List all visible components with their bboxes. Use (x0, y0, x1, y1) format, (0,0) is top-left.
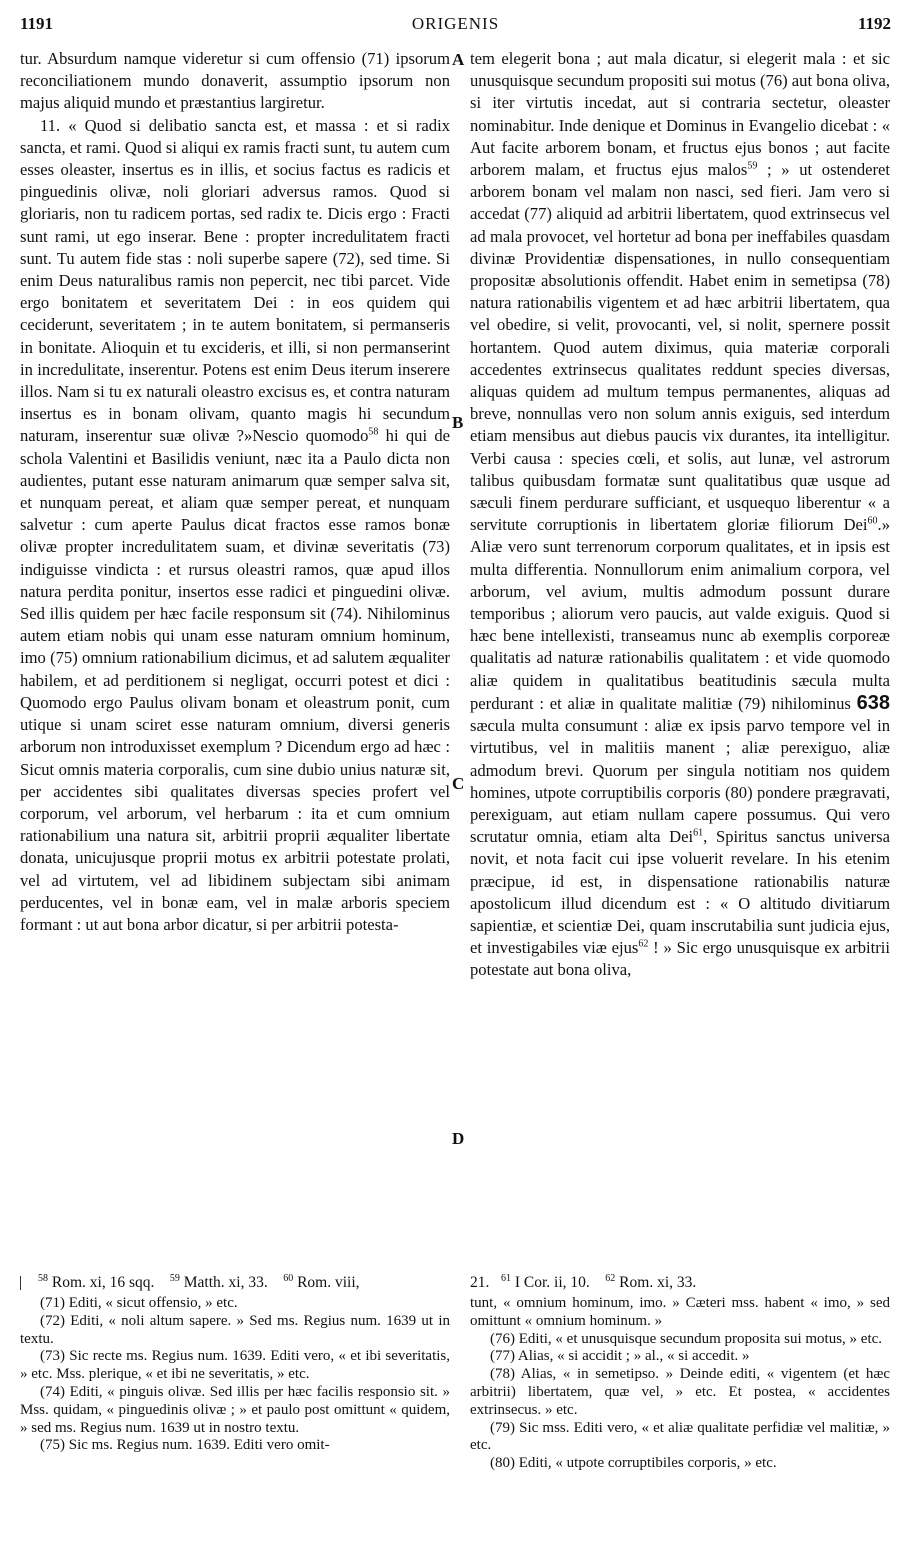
running-title: ORIGENIS (411, 14, 500, 33)
reference-text: Matth. xi, 33. (179, 1274, 268, 1291)
footnotes-left (20, 1295, 450, 1455)
footnote-ref: 62 (638, 938, 649, 950)
column-number: 638 (856, 691, 891, 714)
footnote: (77) Alias, « si accidit ; » al., « si accedit. » (490, 1348, 750, 1365)
margin-marker-d: D (452, 1129, 465, 1148)
paragraph: tur. Absurdum namque videretur si cum offensio (71) ipsorum reconciliationem mundo donaverit, assumptio ipsorum non majus aliquid mundo et præstantius largiretur. (20, 49, 450, 113)
footnote-ref: 60 (867, 515, 878, 527)
text-run: 11. « Quod si delibatio sancta est, et massa : et si radix sancta, et rami. Quod si aliqui ex ramis fracti sunt, tu autem cum esses oleaster, insertus es in illis, et socius factus es radicis et pinguedinis olivæ, noli gloriari adversus ramos. Quod si gloriaris, non tu radicem portas, sed radix te. Dicis ergo : Fracti sunt rami, ut ego inserar. Bene : propter incredulitatem fracti sunt. Tu autem fide stas : noli superbe sapere (72), sed time. Si enim Deus naturalibus ramis non pepercit, nec tibi parcet. Vide ergo bonitatem et severitatem Dei : in eos quidem qui ceciderunt, severitatem ; in te autem bonitatem, si permanseris in bonitate. Alioquin et tu excideris, et illi, si non permanserint in incredulitate, inserentur. Potens est enim Deus iterum inserere illos. Nam si tu ex naturali oleastro excisus es, et contra naturam insertus es in bonam olivam, quanto magis hi secundum naturam, inserentur suæ olivæ ?» (20, 115, 450, 446)
paragraph (470, 48, 890, 982)
footnote: (74) Editi, « pinguis olivæ. Sed illis per hæc facilis responsio sit. » Mss. quidam, « pinguedinis olivæ ; » et paulo post omittunt « quidem, » sed ms. Regius num. 1639 ut in nostro textu. (20, 1383, 450, 1436)
margin-rule (20, 1276, 21, 1290)
margin-marker-c: C (452, 774, 465, 793)
footnote: (78) Alias, « in semetipso. » Deinde editi, « vigentem (et hæc arbitrii) libertatem, quæ vel, » etc. Et postea, « accidentes extrinsecus. » etc. (470, 1366, 890, 1418)
text-run: tem elegerit bona ; aut mala dicatur, si elegerit mala : et sic unusquisque secundum propositi sui motus (76) aut bona oliva, si iter virtutis incedat, aut si contraria sectetur, oleaster nominabitur. Inde denique et Dominus in Evangelio dicebat : « Aut facite arborem bonam, et fructus ejus bonos ; aut facite arborem malam, et fructus ejus malos (470, 49, 890, 180)
reference-text: 21. (470, 1274, 490, 1291)
reference-text: I Cor. ii, 10. (511, 1274, 590, 1291)
footnote: tunt, « omnium hominum, imo. » Cæteri mss. habent « imo, » sed omittunt « omnium hominum. » (470, 1295, 890, 1329)
margin-marker-a: A (452, 50, 465, 69)
footnote: (75) Sic ms. Regius num. 1639. Editi vero omit- (40, 1437, 330, 1454)
page-number-right: 1192 (857, 14, 891, 33)
text-run: .» Aliæ vero sunt terrenorum corporum qualitates, et in ipsis est multa differentia. Nonnullorum enim animalium corpora, vel arborum, vel avium, multis admodum possunt durare temporibus ; aliorum vero paucis, aut valde exiguis. Quod si hæc bene intellexisti, transeamus nunc ab exemplis corporeæ qualitatis ad naturæ rationabilis qualitatem : et vide quomodo aliæ quidem in qualitatibus beatitudinis sæcula multa perdurant : et aliæ in qualitate malitiæ (79) nihilominus (470, 515, 890, 713)
text-run: ! » Sic ergo unusquisque ex arbitrii potestate aut bona oliva, (470, 938, 890, 980)
footnote: (79) Sic mss. Editi vero, « et aliæ qualitate perfidiæ vel malitiæ, » etc. (470, 1419, 890, 1454)
text-run: ; » ut ostenderet arborem bonam vel malam non nasci, sed fieri. Jam vero si accedat (77) aliquid ad arbitrii libertatem, quod extrinsecus vel ad mala provocet, vel hortetur ad bona per ineffabiles quasdam divinæ Providentiæ dispensationes, in nullo consequentiam propositæ absolutionis offendit. Habet enim in semetipsa (78) natura rationabilis vigentem et ad hæc arbitrii libertatem, qua vel obedire, si velit, provocanti, vel, si nolit, spernere possit hortantem. Quod autem diximus, quia materiæ corporali accedentes extrinsecus qualitates reddunt species diversas, aliquas quidem ad multum tempus permanentes, aliquas ad breve, nonnullas vero non solum annis exiguis, sed interdum etiam mensibus aut diebus paucis vix durantes, ita intelligitur. Verbi causa : species cœli, et solis, aut lunæ, vel astrorum talibus quibusdam formatæ sunt qualitatibus quæ usque ad sæculi finem perdurare sufficiant, et usquequo liberentur « a servitute corruptionis in libertatem gloriæ filiorum Dei (470, 160, 890, 535)
right-column (470, 48, 890, 982)
reference-text: Rom. xi, 33. (615, 1274, 697, 1291)
footnotes-right (470, 1295, 890, 1473)
reference-text: Rom. viii, (293, 1274, 360, 1291)
footnote-ref: 59 (747, 160, 758, 172)
text-run: , Spiritus sanctus universa novit, et nota facit cui ipse voluerit revelare. In his etenim præcipue, id est, in dispensatione rationabilis naturæ apostolicum illud dicendum est : « O altitudo divitiarum sapientiæ, et scientiæ Dei, quam inscrutabilia sunt judicia ejus, et investigabiles viæ ejus (470, 827, 891, 958)
page-number-left: 1191 (20, 14, 54, 33)
left-column (20, 48, 450, 936)
footnote: (71) Editi, « sicut offensio, » etc. (40, 1295, 238, 1311)
footnote-ref: 58 (368, 426, 379, 438)
text-run: sæcula multa consumunt : aliæ ex ipsis parvo tempore vel in virtutibus, vel in malitiis manent ; aliæ perexiguo, aliæ admodum brevi. Quorum per singula notitiam nos quidem homines, utpote corruptibilis corporis (80) pondere prægravati, perexiguam, aut etiam nullam capere possumus. Qui vero scrutatur omnia, etiam alta Dei (470, 716, 890, 847)
footnote-ref: 60 (283, 1272, 294, 1284)
footnote-ref: 59 (169, 1272, 180, 1284)
footnote: (73) Sic recte ms. Regius num. 1639. Editi vero, « et ibi severitatis, » etc. Mss. plerique, « et ibi ne severitatis, » etc. (20, 1348, 450, 1383)
margin-marker-b: B (452, 413, 464, 432)
text-run: Nescio quomodo (252, 426, 369, 446)
page-header (20, 14, 891, 38)
footnote-ref: 61 (501, 1272, 511, 1284)
scripture-references-left (38, 1273, 458, 1293)
text-run: hi qui de schola Valentini et Basilidis veniunt, næc ita a Paulo dicta non audientes, putant esse naturam animarum quæ semper salva sit, et nunquam pereat, et aliam quæ semper pereat, et nunquam salvetur : cum aperte Paulus dicat fractos esse ramos bonæ olivæ propter incredulitatem suam, et divinæ severitatis (73) indiguisse vindicta : et rursus oleastri ramos, quæ apud illos natura perdita ponitur, insertos esse radici et pinguedini olivæ. Sed illis quidem per hæc facile responsum sit (74). Nihilominus autem etiam nobis qui unam esse naturam omnium hominum, imo (75) omnium rationabilium dicimus, et ad salutem æqualiter habilem, et ad perditionem si negligat, occurri potest et dici : Quomodo ergo Paulus olivam bonam et oleastrum ponit, cum utique si unam sciret esse naturam omnium, diversi generis arborum non introduxisset exemplum ? Dicendum ergo ad hæc : Sicut omnis materia corporalis, cum sine dubio unius naturæ sit, per accidentes sibi qualitates diversas species profert vel corporum, vel arborum, vel herbarum : ita et cum omnium rationabilium una natura sit, arbitrii proprii æqualiter libertate donata, unicujusque proprii motus ex arbitrii potestate prolati, vel ad virtutem, vel ad libidinem subjectam sibi animam perducentes, vel in bonæ eam, vel in malæ arboris speciem formant : ut aut bona arbor dicatur, si per arbitrii potesta- (20, 426, 450, 934)
footnote-ref: 62 (605, 1272, 616, 1284)
reference-text: Rom. xi, 16 sqq. (48, 1274, 155, 1291)
footnote: (80) Editi, « utpote corruptibiles corporis, » etc. (490, 1455, 777, 1472)
footnote-ref: 61 (693, 827, 704, 839)
scripture-references-right (470, 1273, 890, 1293)
footnote: (72) Editi, « noli altum sapere. » Sed ms. Regius num. 1639 ut in textu. (20, 1312, 450, 1347)
paragraph (20, 115, 450, 937)
footnote-ref: 58 (38, 1272, 48, 1284)
footnote: (76) Editi, « et unusquisque secundum proposita sui motus, » etc. (490, 1330, 883, 1347)
